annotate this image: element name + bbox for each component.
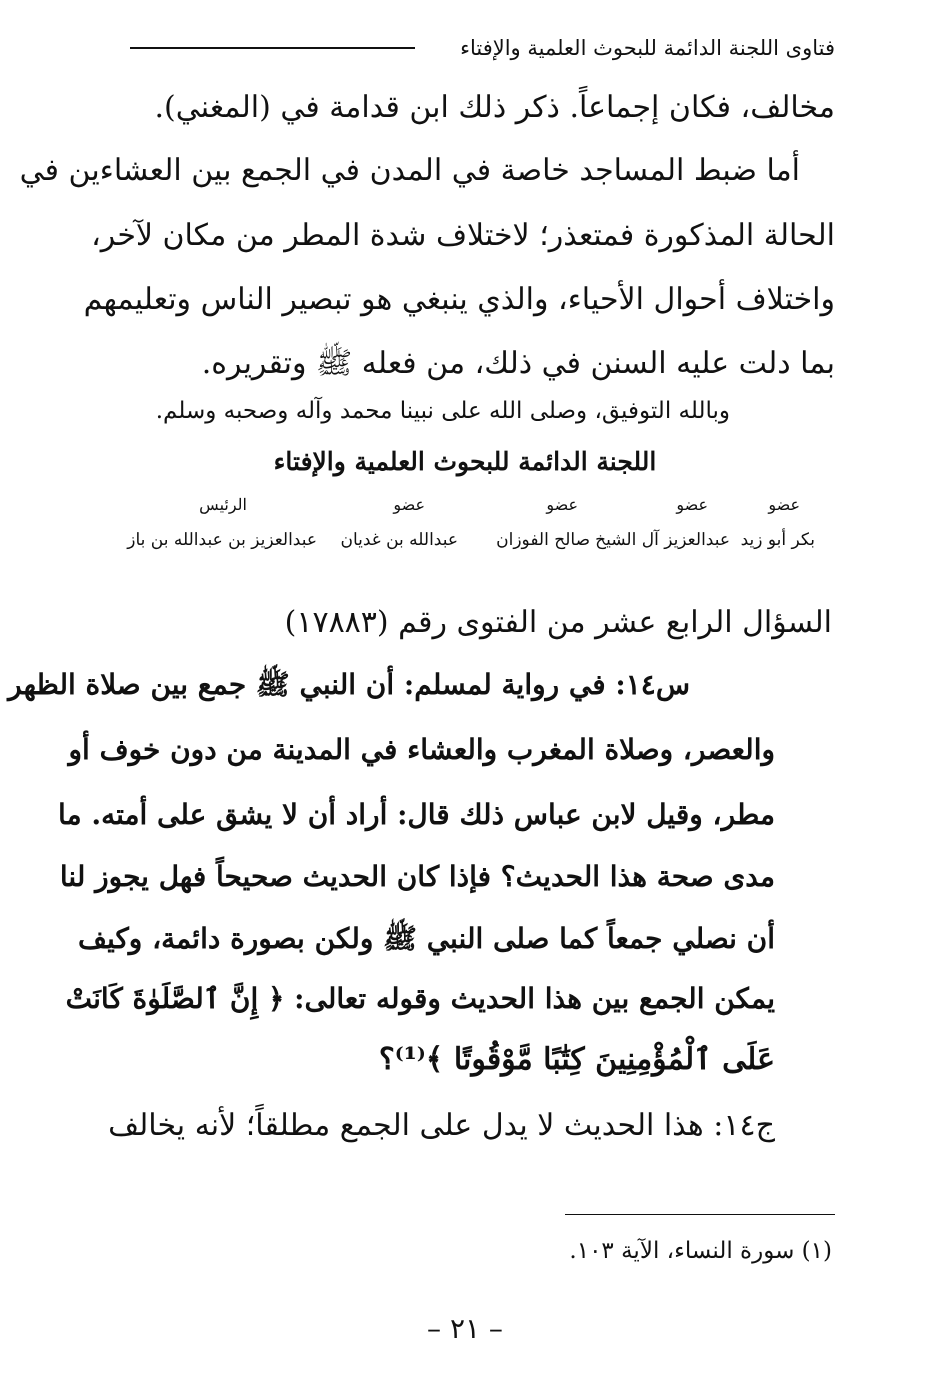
question-line: س١٤: في رواية لمسلم: أن النبي ﷺ جمع بين صلاة الظهر: [8, 668, 690, 701]
member-name: عبدالعزيز آل الشيخ: [595, 530, 730, 550]
member-role: عضو: [676, 495, 708, 514]
running-header: فتاوى اللجنة الدائمة للبحوث العلمية والإفتاء: [460, 36, 835, 60]
question-line: مدى صحة هذا الحديث؟ فإذا كان الحديث صحيحاً فهل يجوز لنا: [59, 860, 775, 893]
intro-line: الحالة المذكورة فمتعذر؛ لاختلاف شدة المطر من مكان لآخر،: [91, 218, 835, 253]
question-line: يمكن الجمع بين هذا الحديث وقوله تعالى: ﴿ إِنَّ ٱلصَّلَوٰةَ كَانَتْ: [65, 982, 775, 1015]
question-line: عَلَى ٱلْمُؤْمِنِينَ كِتَٰبًا مَّوْقُوتًا ﴾⁽¹⁾؟: [378, 1042, 775, 1077]
question-line: والعصر، وصلاة المغرب والعشاء في المدينة من دون خوف أو: [68, 733, 775, 766]
question-heading: السؤال الرابع عشر من الفتوى رقم (١٧٨٨٣): [284, 605, 832, 640]
member-name: عبدالله بن غديان: [340, 530, 458, 550]
intro-line: بما دلت عليه السنن في ذلك، من فعله ﷺ وتقريره.: [201, 346, 835, 381]
member-role: عضو: [546, 495, 578, 514]
member-name: صالح الفوزان: [496, 530, 590, 550]
member-role: عضو: [393, 495, 425, 514]
page-number: – ٢١ –: [427, 1312, 503, 1345]
footnote-rule: [565, 1214, 835, 1215]
member-name: عبدالعزيز بن عبدالله بن باز: [127, 530, 317, 550]
member-role: الرئيس: [199, 495, 247, 514]
member-name: بكر أبو زيد: [740, 530, 815, 550]
intro-line: مخالف، فكان إجماعاً. ذكر ذلك ابن قدامة في (المغني).: [154, 90, 835, 125]
question-line: مطر، وقيل لابن عباس ذلك قال: أراد أن لا يشق على أمته. ما: [58, 798, 775, 831]
answer-line: ج١٤: هذا الحديث لا يدل على الجمع مطلقاً؛ لأنه يخالف: [108, 1108, 775, 1143]
question-line: أن نصلي جمعاً كما صلى النبي ﷺ ولكن بصورة دائمة، وكيف: [78, 922, 775, 955]
intro-line: أما ضبط المساجد خاصة في المدن في الجمع بين العشاءين في: [19, 153, 800, 188]
committee-name: اللجنة الدائمة للبحوث العلمية والإفتاء: [273, 447, 657, 476]
header-rule: [130, 47, 415, 49]
footnote: (١) سورة النساء، الآية ١٠٣.: [569, 1238, 832, 1264]
member-role: عضو: [768, 495, 800, 514]
intro-line: واختلاف أحوال الأحياء، والذي ينبغي هو تبصير الناس وتعليمهم: [83, 282, 835, 317]
closing-prayer: وبالله التوفيق، وصلى الله على نبينا محمد وآله وصحبه وسلم.: [155, 398, 730, 424]
